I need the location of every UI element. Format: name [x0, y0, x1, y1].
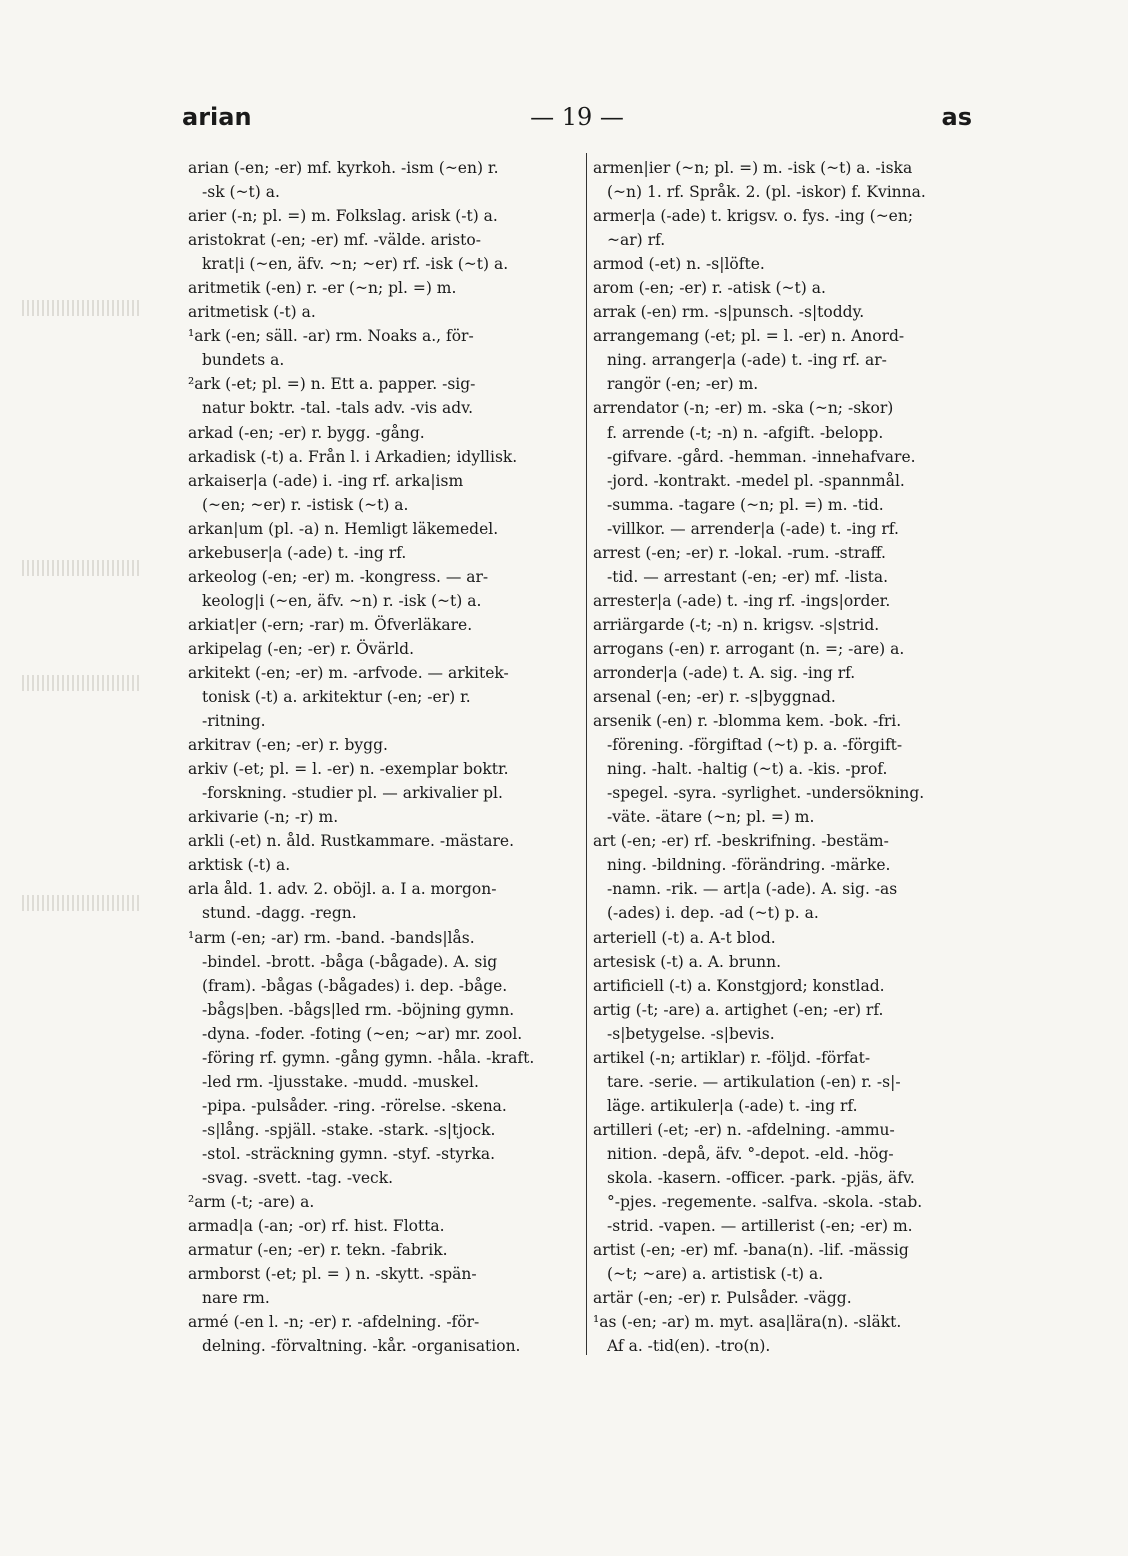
entry-line: krat|i (~en, äfv. ~n; ~er) rf. -isk (~t) a. [202, 255, 509, 274]
entry-line: -forskning. -studier pl. — arkivalier pl. [202, 784, 503, 803]
entry-line: -namn. -rik. — art|a (-ade). A. sig. -as [607, 880, 898, 899]
column-divider [586, 153, 587, 1355]
entry-line: läge. artikuler|a (-ade) t. -ing rf. [607, 1096, 858, 1115]
entry-line: nare rm. [202, 1289, 270, 1308]
entry-line: -summa. -tagare (~n; pl. =) m. -tid. [607, 495, 884, 514]
entry-line: arrest (-en; -er) r. -lokal. -rum. -straff. [593, 543, 886, 562]
entry-line: ~ar) rf. [607, 231, 666, 250]
entry-line: -dyna. -foder. -foting (~en; ~ar) mr. zool. [202, 1024, 523, 1043]
entry-line: rangör (-en; -er) m. [607, 375, 759, 394]
entry-line: arkiv (-et; pl. = l. -er) n. -exemplar boktr. [188, 760, 509, 779]
entry-line: stund. -dagg. -regn. [202, 904, 357, 923]
entry-line: -strid. -vapen. — artillerist (-en; -er) m. [607, 1217, 913, 1236]
running-header [182, 103, 972, 143]
entry-line: arrester|a (-ade) t. -ing rf. -ings|order. [593, 591, 891, 610]
entry-line: -väte. -ätare (~n; pl. =) m. [607, 808, 815, 827]
entry-line: (fram). -bågas (-bågades) i. dep. -båge. [202, 976, 508, 995]
entry-line: arktisk (-t) a. [188, 856, 291, 875]
entry-line: arkli (-et) n. åld. Rustkammare. -mästare. [188, 832, 515, 851]
entry-line: arier (-n; pl. =) m. Folkslag. arisk (-t) a. [188, 207, 498, 226]
entry-line: delning. -förvaltning. -kår. -organisation. [202, 1337, 521, 1356]
entry-line: aritmetik (-en) r. -er (~n; pl. =) m. [188, 279, 457, 298]
entry-line: nition. -depå, äfv. °-depot. -eld. -hög- [607, 1144, 894, 1163]
scan-artifact [22, 675, 140, 691]
header-left-guideword: arian [182, 103, 252, 131]
entry-line: (~t; ~are) a. artistisk (-t) a. [607, 1265, 824, 1284]
entry-line: Af a. -tid(en). -tro(n). [607, 1337, 771, 1356]
entry-line: -föring rf. gymn. -gång gymn. -håla. -kraft. [202, 1048, 535, 1067]
entry-line: artig (-t; -are) a. artighet (-en; -er) rf. [593, 1000, 884, 1019]
entry-line: arronder|a (-ade) t. A. sig. -ing rf. [593, 663, 856, 682]
entry-line: f. arrende (-t; -n) n. -afgift. -belopp. [607, 423, 884, 442]
entry-line: aritmetisk (-t) a. [188, 303, 316, 322]
entry-line: armad|a (-an; -or) rf. hist. Flotta. [188, 1217, 445, 1236]
entry-line: arom (-en; -er) r. -atisk (~t) a. [593, 279, 826, 298]
entry-line: tare. -serie. — artikulation (-en) r. -s|- [607, 1072, 901, 1091]
entry-line: arkebuser|a (-ade) t. -ing rf. [188, 543, 407, 562]
entry-line: keolog|i (~en, äfv. ~n) r. -isk (~t) a. [202, 591, 482, 610]
entry-line: artär (-en; -er) r. Pulsåder. -vägg. [593, 1289, 852, 1308]
entry-line: armen|ier (~n; pl. =) m. -isk (~t) a. -iska [593, 159, 913, 177]
entry-line: -jord. -kontrakt. -medel pl. -spannmål. [607, 471, 905, 490]
entry-line: -stol. -sträckning gymn. -styf. -styrka. [202, 1144, 496, 1163]
entry-line: artilleri (-et; -er) n. -afdelning. -ammu- [593, 1120, 895, 1139]
entry-line: armod (-et) n. -s|löfte. [593, 255, 765, 274]
entry-line: (~n) 1. rf. Språk. 2. (pl. -iskor) f. Kvinna. [607, 183, 926, 202]
entry-line: arla åld. 1. adv. 2. oböjl. a. I a. morgon- [188, 880, 497, 899]
entry-line: ¹as (-en; -ar) m. myt. asa|lära(n). -släkt. [593, 1313, 902, 1332]
entry-line: arkadisk (-t) a. Från l. i Arkadien; idyllisk. [188, 447, 518, 466]
left-column [188, 156, 580, 1358]
entry-line: (~en; ~er) r. -istisk (~t) a. [202, 495, 409, 514]
entry-line: arkipelag (-en; -er) r. Övärld. [188, 639, 415, 658]
entry-line: ²arm (-t; -are) a. [188, 1193, 315, 1212]
header-right-guideword: as [941, 103, 972, 131]
entry-line: ning. -halt. -haltig (~t) a. -kis. -prof. [607, 760, 888, 779]
entry-line: arkan|um (pl. -a) n. Hemligt läkemedel. [188, 519, 499, 538]
entry-line: ning. -bildning. -förändring. -märke. [607, 856, 891, 875]
entry-line: artist (-en; -er) mf. -bana(n). -lif. -mässig [593, 1241, 909, 1260]
entry-line: artesisk (-t) a. A. brunn. [593, 952, 782, 971]
right-column [593, 156, 985, 1358]
entry-line: ning. arranger|a (-ade) t. -ing rf. ar- [607, 351, 887, 370]
entry-line: -ritning. [202, 712, 266, 731]
entry-line: artikel (-n; artiklar) r. -följd. -förfat- [593, 1048, 871, 1067]
entry-line: aristokrat (-en; -er) mf. -välde. aristo- [188, 231, 481, 250]
entry-line: arteriell (-t) a. A-t blod. [593, 928, 776, 947]
entry-line: -pipa. -pulsåder. -ring. -rörelse. -skena. [202, 1096, 507, 1115]
entry-line: ¹ark (-en; säll. -ar) rm. Noaks a., för- [188, 327, 474, 346]
entry-line: arrangemang (-et; pl. = l. -er) n. Anord- [593, 327, 905, 346]
entry-line: ¹arm (-en; -ar) rm. -band. -bands|lås. [188, 928, 475, 947]
entry-line: °-pjes. -regemente. -salfva. -skola. -stab. [607, 1193, 923, 1212]
entry-line: -bindel. -brott. -båga (-bågade). A. sig [202, 952, 498, 971]
entry-line: arkad (-en; -er) r. bygg. -gång. [188, 423, 425, 442]
entry-line: arrogans (-en) r. arrogant (n. =; -are) a. [593, 639, 905, 658]
entry-line: arsenik (-en) r. -blomma kem. -bok. -fri. [593, 712, 902, 731]
scan-artifact [22, 560, 140, 576]
entry-line: (-ades) i. dep. -ad (~t) p. a. [607, 904, 819, 923]
entry-line: arkiat|er (-ern; -rar) m. Öfverläkare. [188, 615, 473, 634]
entry-line: arian (-en; -er) mf. kyrkoh. -ism (~en) r. [188, 159, 499, 177]
entry-line: -villkor. — arrender|a (-ade) t. -ing rf. [607, 519, 899, 538]
entry-line: armatur (-en; -er) r. tekn. -fabrik. [188, 1241, 448, 1260]
entry-line: arkaiser|a (-ade) i. -ing rf. arka|ism [188, 471, 464, 490]
entry-line: arrendator (-n; -er) m. -ska (~n; -skor) [593, 399, 894, 418]
entry-line: bundets a. [202, 351, 285, 370]
entry-line: -s|betygelse. -s|bevis. [607, 1024, 775, 1043]
entry-line: arkeolog (-en; -er) m. -kongress. — ar- [188, 567, 489, 586]
entry-line: -s|lång. -spjäll. -stake. -stark. -s|tjock. [202, 1120, 496, 1139]
entry-line: -förening. -förgiftad (~t) p. a. -förgift- [607, 736, 903, 755]
entry-line: natur boktr. -tal. -tals adv. -vis adv. [202, 399, 474, 418]
entry-line: artificiell (-t) a. Konstgjord; konstlad. [593, 976, 885, 995]
entry-line: skola. -kasern. -officer. -park. -pjäs, äfv. [607, 1168, 915, 1187]
entry-line: arriärgarde (-t; -n) n. krigsv. -s|strid. [593, 615, 880, 634]
entry-line: art (-en; -er) rf. -beskrifning. -bestäm- [593, 832, 889, 851]
scan-artifact [22, 895, 140, 911]
entry-line: -svag. -svett. -tag. -veck. [202, 1168, 394, 1187]
entry-line: arkivarie (-n; -r) m. [188, 808, 339, 827]
scan-artifact [22, 300, 140, 316]
entry-line: arrak (-en) rm. -s|punsch. -s|toddy. [593, 303, 865, 322]
entry-line: -spegel. -syra. -syrlighet. -undersökning. [607, 784, 925, 803]
entry-line: -tid. — arrestant (-en; -er) mf. -lista. [607, 567, 889, 586]
page-number: — 19 — [530, 103, 624, 131]
entry-line: tonisk (-t) a. arkitektur (-en; -er) r. [202, 688, 471, 707]
entry-line: -bågs|ben. -bågs|led rm. -böjning gymn. [202, 1000, 515, 1019]
entry-line: arkitekt (-en; -er) m. -arfvode. — arkitek- [188, 663, 509, 682]
entry-line: armborst (-et; pl. = ) n. -skytt. -spän- [188, 1265, 477, 1284]
entry-line: ²ark (-et; pl. =) n. Ett a. papper. -sig- [188, 375, 476, 394]
entry-line: armé (-en l. -n; -er) r. -afdelning. -för- [188, 1313, 480, 1332]
entry-line: arsenal (-en; -er) r. -s|byggnad. [593, 688, 836, 707]
entry-line: -gifvare. -gård. -hemman. -innehafvare. [607, 447, 916, 466]
entry-line: -led rm. -ljusstake. -mudd. -muskel. [202, 1072, 479, 1091]
entry-line: -sk (~t) a. [202, 183, 280, 202]
entry-line: armer|a (-ade) t. krigsv. o. fys. -ing (~en; [593, 207, 914, 226]
entry-line: arkitrav (-en; -er) r. bygg. [188, 736, 388, 755]
